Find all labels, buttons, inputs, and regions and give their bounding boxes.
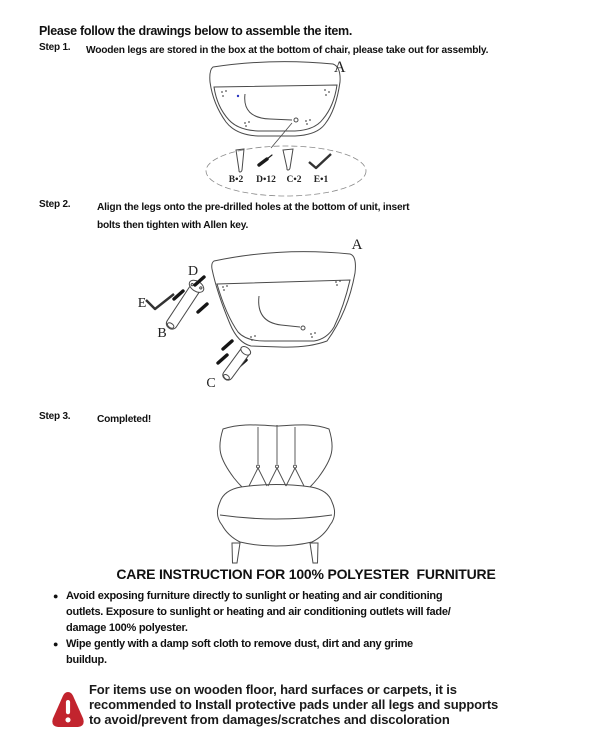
step-1-diagram [188, 54, 420, 200]
part-front-leg-icon [283, 149, 293, 170]
step-1-line: Wooden legs are stored in the box at the bottom of chair, please take out for assembly. [86, 45, 489, 56]
step-2-line: Align the legs onto the pre-drilled holes at the bottom of unit, insert [97, 202, 410, 213]
care-instruction-heading: CARE INSTRUCTION FOR 100% POLYESTER FURNITURE [116, 566, 496, 582]
diagram2-label-d: D [187, 264, 199, 279]
diagram1-unit-label: A [334, 59, 346, 76]
warning-text: For items use on wooden floor, hard surfaces or carpets, it is recommended to Install protective pads under all legs and supports to avoid/prevent from damages/scratches and discoloration [89, 682, 499, 727]
blue-dot-mark [237, 95, 239, 97]
step-3-text [97, 411, 151, 429]
step-2-diagram [130, 230, 375, 398]
parts-magnifier-ellipse [206, 146, 366, 196]
page-title: Please follow the drawings below to assemble the item. [39, 24, 353, 38]
bullet-dot-icon: ● [53, 591, 59, 601]
diagram2-label-e: E [137, 296, 147, 311]
step-2-line: bolts then tighten with Allen key. [97, 220, 249, 231]
chair-left-leg [232, 543, 240, 563]
part-label-front-leg: C•2 [286, 175, 302, 185]
step-1-label: Step 1. [39, 42, 71, 53]
front-leg-drawing [221, 345, 253, 383]
screw-hole-dots [221, 89, 330, 127]
chair-bottom-outline [212, 252, 356, 347]
part-bolt-icon [259, 155, 272, 165]
part-back-leg-icon [236, 149, 244, 172]
warning-triangle-icon [51, 689, 85, 730]
diagram2-label-a: A [351, 237, 363, 253]
step-3-label: Step 3. [39, 411, 71, 422]
care-bullet-wipe [53, 636, 565, 668]
part-label-back-leg: B•2 [228, 175, 244, 185]
part-label-allen-key: E•1 [313, 175, 329, 185]
care-instruction-list [53, 588, 565, 668]
step-3-row [39, 411, 151, 429]
bullet-dot-icon: ● [53, 639, 59, 649]
care-bullet-sunlight [53, 588, 565, 636]
step-3-line: Completed! [97, 414, 152, 425]
care-bullet-text: Avoid exposing furniture directly to sunlight or heating and air conditioning outlets. Exposure to sunlight or heating and air conditioning outlets will fade/ damage 100% polyester. [66, 590, 451, 634]
allen-key-icon [146, 294, 174, 309]
chair-base-seam [220, 515, 332, 519]
step-2-label: Step 2. [39, 199, 71, 210]
diagram2-label-b: B [157, 326, 167, 341]
part-allen-key-icon [309, 154, 331, 168]
completed-chair-drawing [195, 421, 360, 569]
chair-right-leg [310, 543, 318, 563]
bolt-icons [174, 277, 246, 368]
diagram2-label-c: C [206, 376, 216, 391]
chair-tufting-lines [249, 425, 304, 486]
chair-seat-seam [241, 485, 311, 488]
chair-bottom-outline [210, 62, 340, 148]
screw-hole-dots [222, 280, 341, 341]
care-bullet-text: Wipe gently with a damp soft cloth to remove dust, dirt and any grime buildup. [66, 638, 413, 666]
part-label-bolt: D•12 [256, 175, 276, 185]
chair-back-outline [220, 425, 332, 487]
back-leg-drawing [162, 278, 206, 333]
